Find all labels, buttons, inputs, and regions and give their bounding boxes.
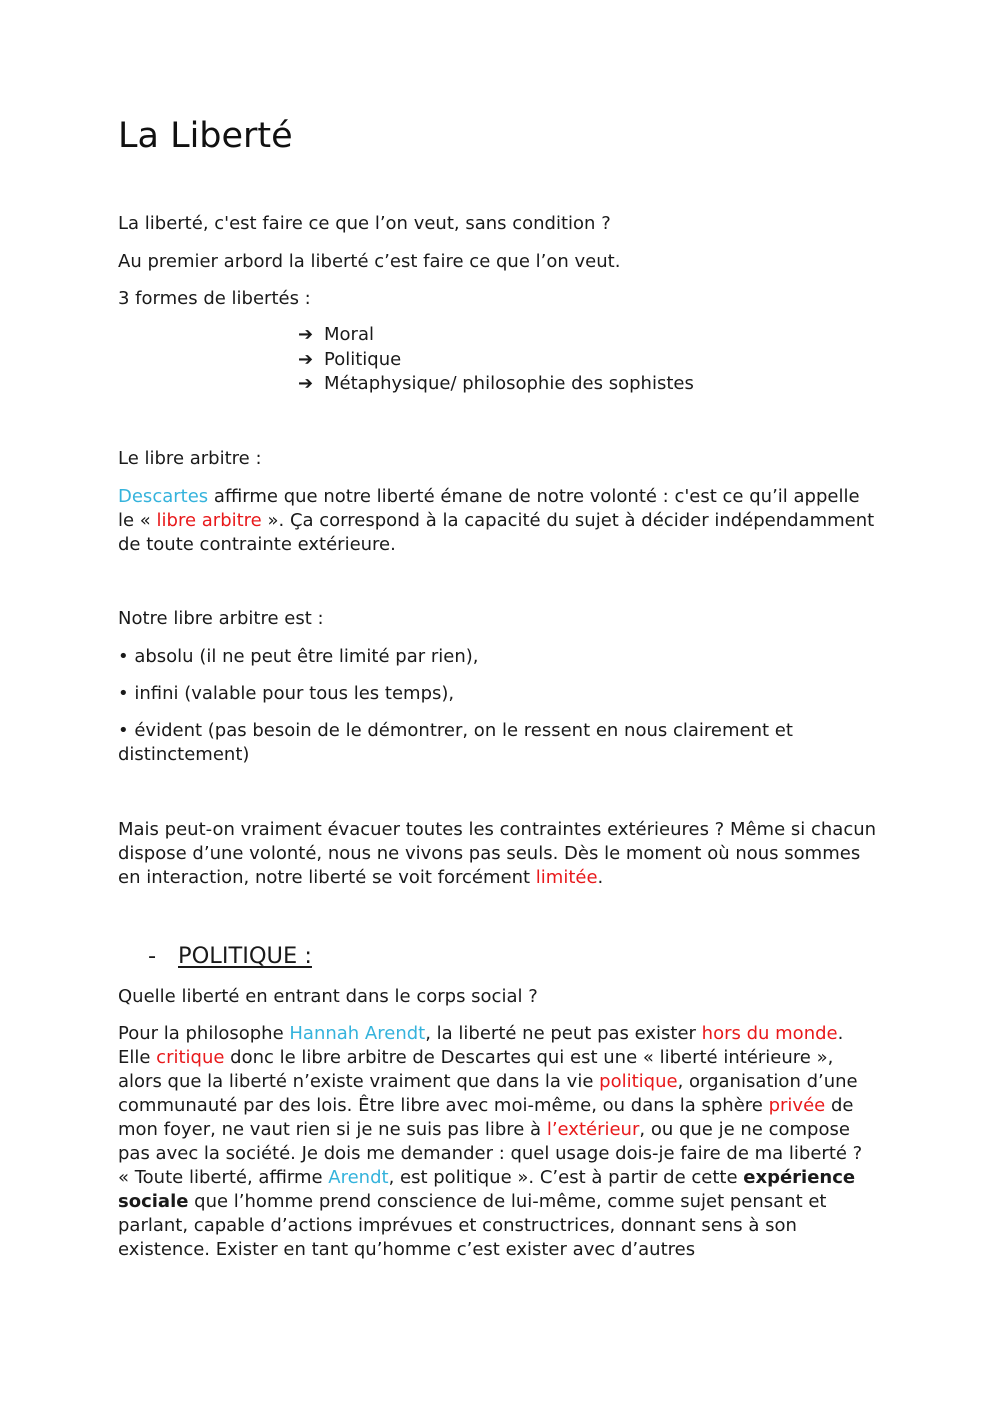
arrow-right-icon: ➔ [298, 373, 314, 394]
descartes-name: Descartes [118, 486, 209, 507]
list-item: ➔ Politique [298, 348, 694, 373]
arendt-paragraph: Pour la philosophe Hannah Arendt, la liberté ne peut pas exister hors du monde. Elle critique donc le libre arbitre de Descartes qui est une « liberté intérieure », alors que la liberté n’existe vraiment que dans la vie politique, organisation d’une communauté par des lois. Être libre avec moi-même, ou dans la sphère privée de mon foyer, ne vaut rien si je ne suis pas libre à l’extérieur, ou que je ne compose pas avec la société. Je dois me demander : quel usage dois-je faire de ma liberté ? « Toute liberté, affirme Arendt, est politique ». C’est à partir de cette expérience sociale que l’homme prend conscience de lui-même, comme sujet pensant et parlant, capable d’actions imprévues et constructrices, donnant sens à son existence. Exister en tant qu’homme c’est exister avec d’autres [118, 1023, 863, 1260]
politique-question: Quelle liberté en entrant dans le corps social ? [118, 986, 538, 1007]
limitee-term: limitée [535, 867, 598, 888]
section-title: POLITIQUE : [178, 943, 312, 969]
descartes-paragraph: Descartes affirme que notre liberté émane de notre volonté : c'est ce qu’il appelle le « libre arbitre ». Ça correspond à la capacité du sujet à décider indépendamment de toute contrainte extérieure. [118, 486, 875, 555]
section-heading-politique: - POLITIQUE : [148, 943, 312, 969]
arrow-right-icon: ➔ [298, 324, 314, 345]
libre-arbitre-heading: Le libre arbitre : [118, 448, 262, 469]
forms-label: 3 formes de libertés : [118, 288, 311, 309]
arrow-right-icon: ➔ [298, 348, 314, 370]
list-item: ➔ Métaphysique/ philosophie des sophistes [298, 372, 694, 397]
experience-sociale-term: expérience sociale [118, 1167, 856, 1212]
bullet-absolu: • absolu (il ne peut être limité par rien), [118, 646, 479, 667]
forms-list [298, 323, 694, 397]
document-title: La Liberté [118, 116, 293, 156]
bullet-evident: • évident (pas besoin de le démontrer, on le ressent en nous clairement et distinctement) [118, 720, 793, 765]
intro-question: La liberté, c'est faire ce que l’on veut, sans condition ? [118, 213, 611, 234]
mais-paragraph: Mais peut-on vraiment évacuer toutes les contraintes extérieures ? Même si chacun dispose d’une volonté, nous ne vivons pas seuls. Dès le moment où nous sommes en interaction, notre liberté se voit forcément limitée. [118, 819, 877, 888]
bullet-infini: • infini (valable pour tous les temps), [118, 683, 455, 704]
list-item: ➔ Moral [298, 323, 694, 348]
intro-text: Au premier arbord la liberté c’est faire ce que l’on veut. [118, 251, 621, 272]
libre-arbitre-term: libre arbitre [156, 510, 262, 531]
notre-libre-arbitre-label: Notre libre arbitre est : [118, 608, 324, 629]
arendt-name: Hannah Arendt [289, 1023, 426, 1044]
